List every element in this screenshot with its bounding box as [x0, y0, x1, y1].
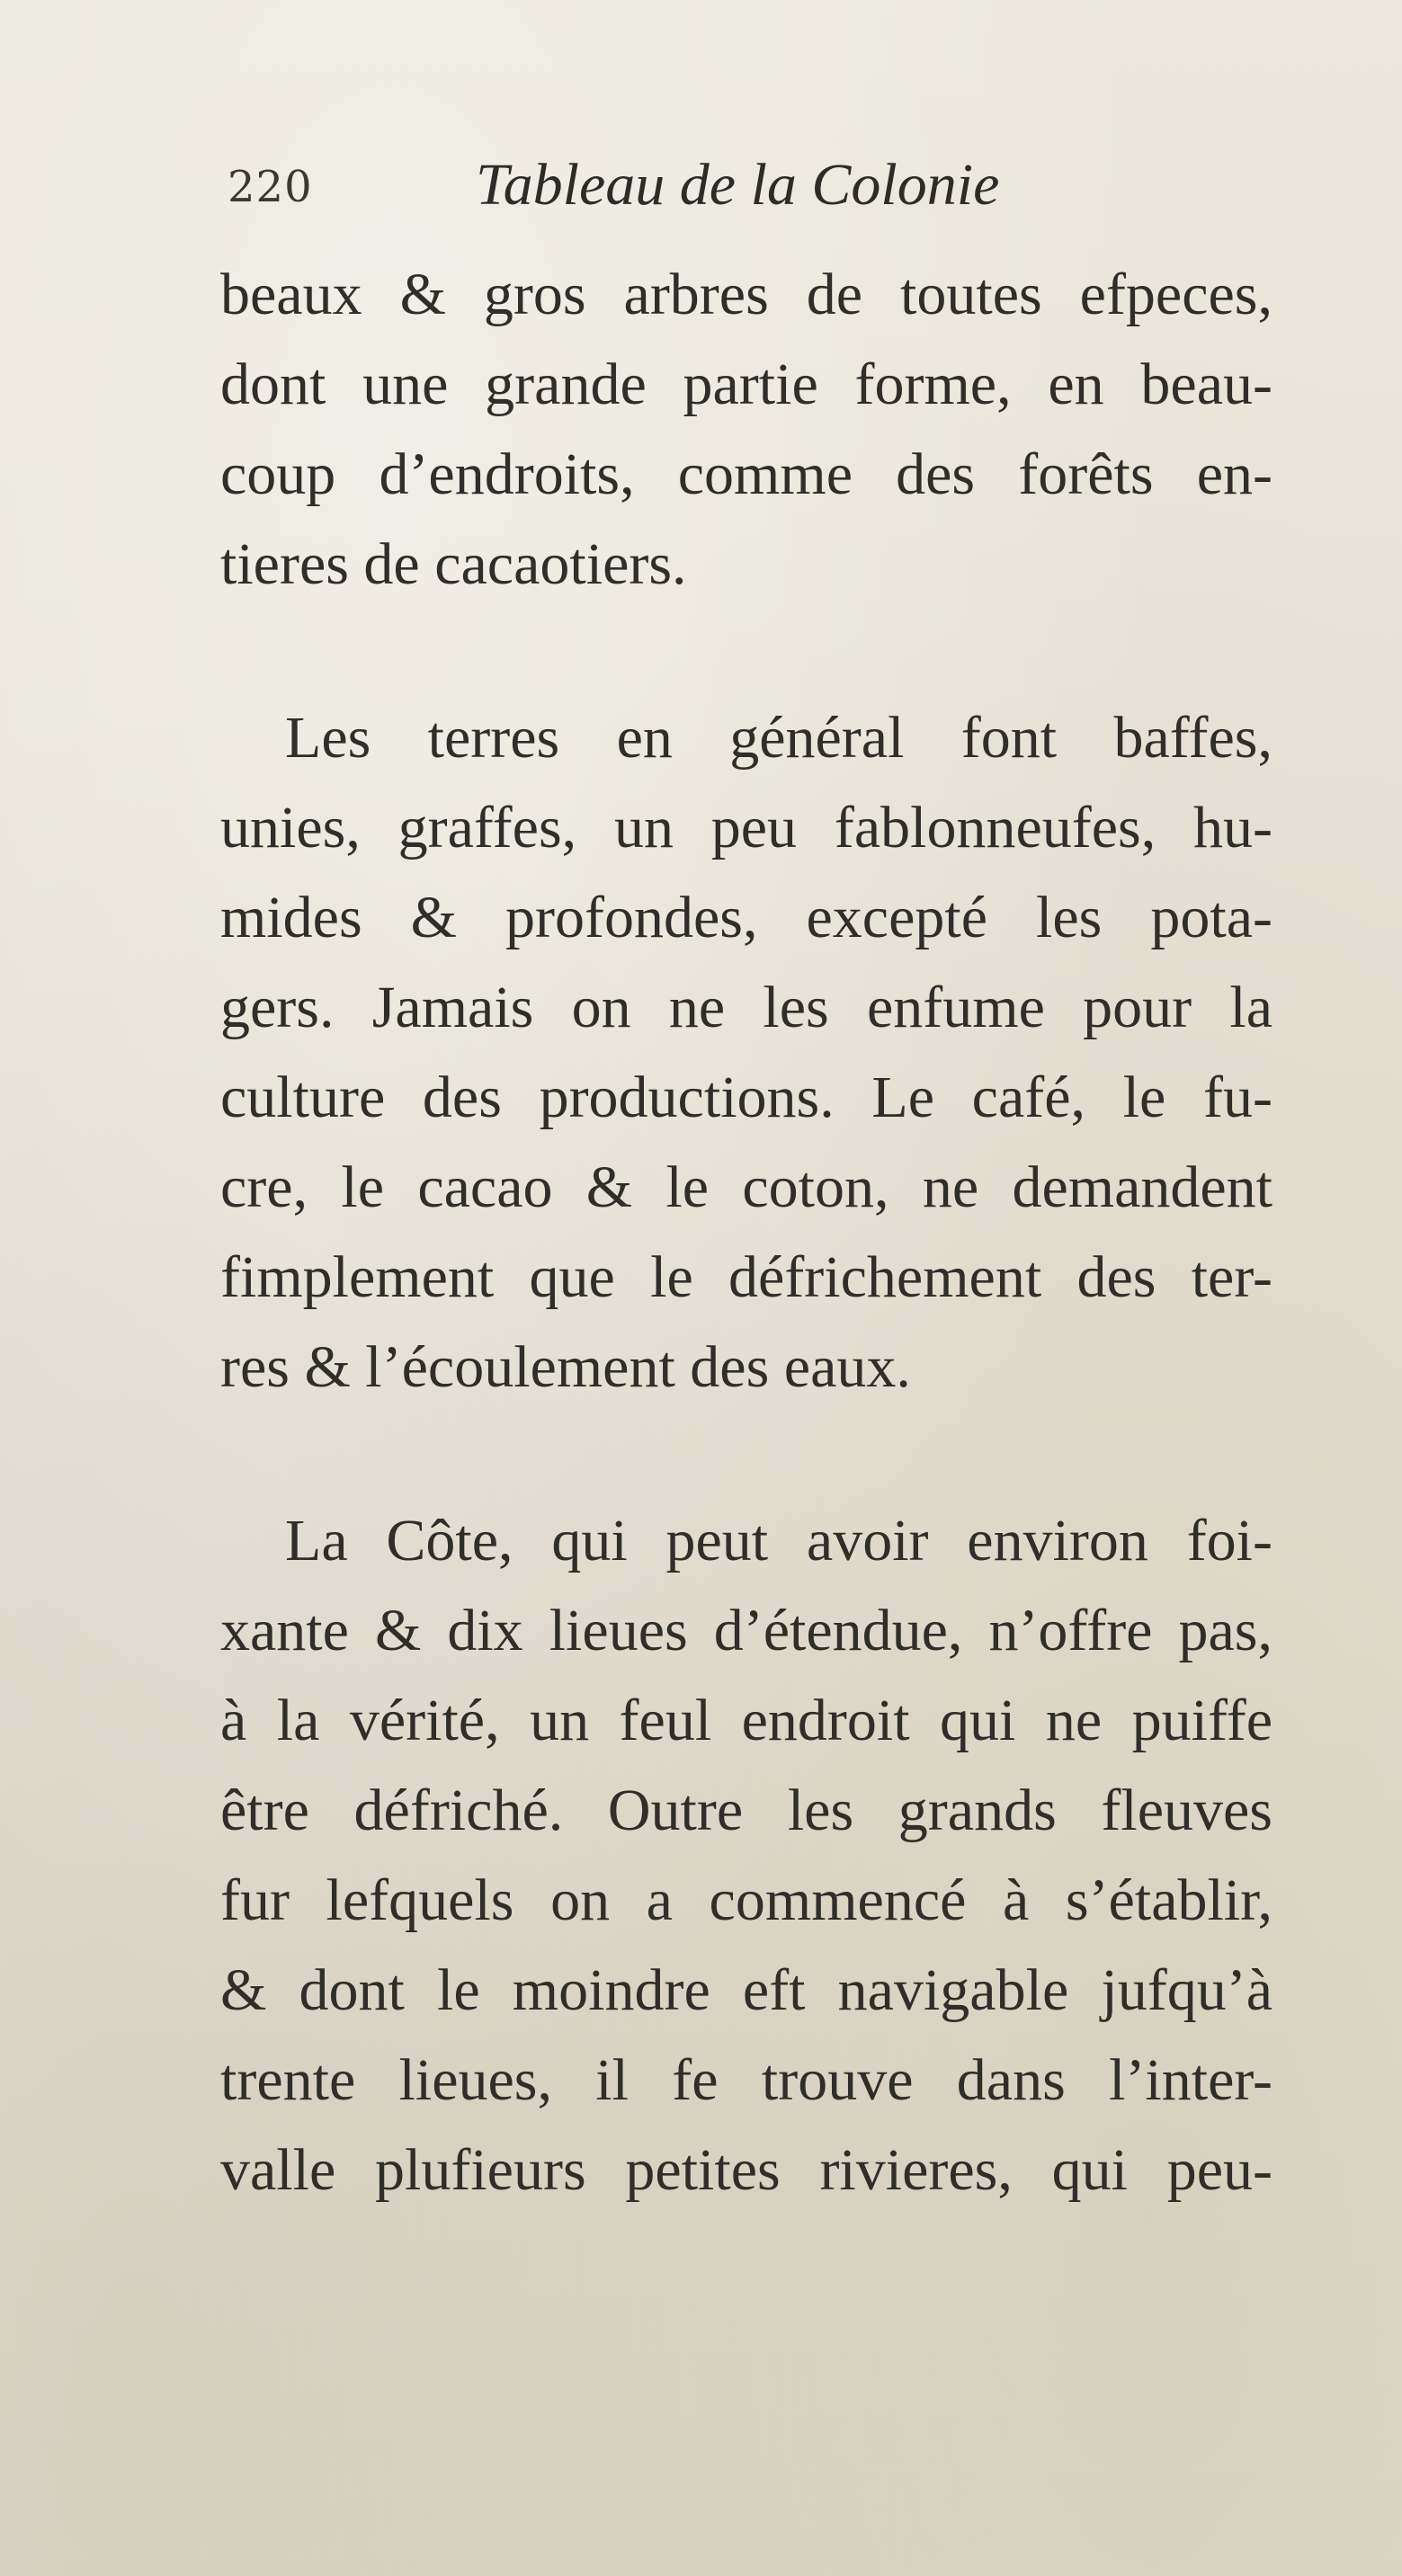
paragraph-2 — [220, 693, 1273, 1413]
text-line: Les terres en général font baffes, — [285, 705, 1273, 771]
text-line: fur lefquels on a commencé à s’établir, — [220, 1867, 1273, 1933]
text-line: res & l’écoulement des eaux. — [220, 1334, 911, 1400]
text-line: coup d’endroits, comme des forêts en- — [220, 441, 1273, 507]
text-line: fimplement que le défrichement des ter- — [220, 1244, 1273, 1310]
text-line: cre, le cacao & le coton, ne demandent — [220, 1154, 1273, 1220]
text-line: mides & profondes, excepté les pota- — [220, 885, 1273, 950]
text-line: unies, graffes, un peu fablonneufes, hu- — [220, 795, 1273, 860]
text-line: trente lieues, il fe trouve dans l’inter- — [220, 2047, 1273, 2113]
paragraph-1 — [220, 250, 1273, 610]
page-header — [228, 151, 1217, 232]
paragraph-3 — [220, 1496, 1273, 2215]
text-line: beaux & gros arbres de toutes efpeces, — [220, 262, 1273, 327]
text-line: & dont le moindre eft navigable jufqu’à — [220, 1957, 1273, 2023]
text-line: La Côte, qui peut avoir environ foi- — [285, 1508, 1273, 1573]
body-text — [220, 250, 1273, 2299]
text-line: gers. Jamais on ne les enfume pour la — [220, 975, 1273, 1040]
text-line: xante & dix lieues d’étendue, n’offre pas, — [220, 1598, 1273, 1663]
text-line: valle plufieurs petites rivieres, qui peu- — [220, 2137, 1273, 2203]
text-line: culture des productions. Le café, le fu- — [220, 1065, 1273, 1130]
running-head: Tableau de la Colonie — [476, 152, 1000, 218]
page-number: 220 — [228, 162, 313, 212]
text-line: dont une grande partie forme, en beau- — [220, 352, 1273, 417]
text-line: être défriché. Outre les grands fleuves — [220, 1778, 1273, 1843]
text-line: tieres de cacaotiers. — [220, 531, 687, 597]
text-line: à la vérité, un feul endroit qui ne puiffe — [220, 1688, 1273, 1753]
